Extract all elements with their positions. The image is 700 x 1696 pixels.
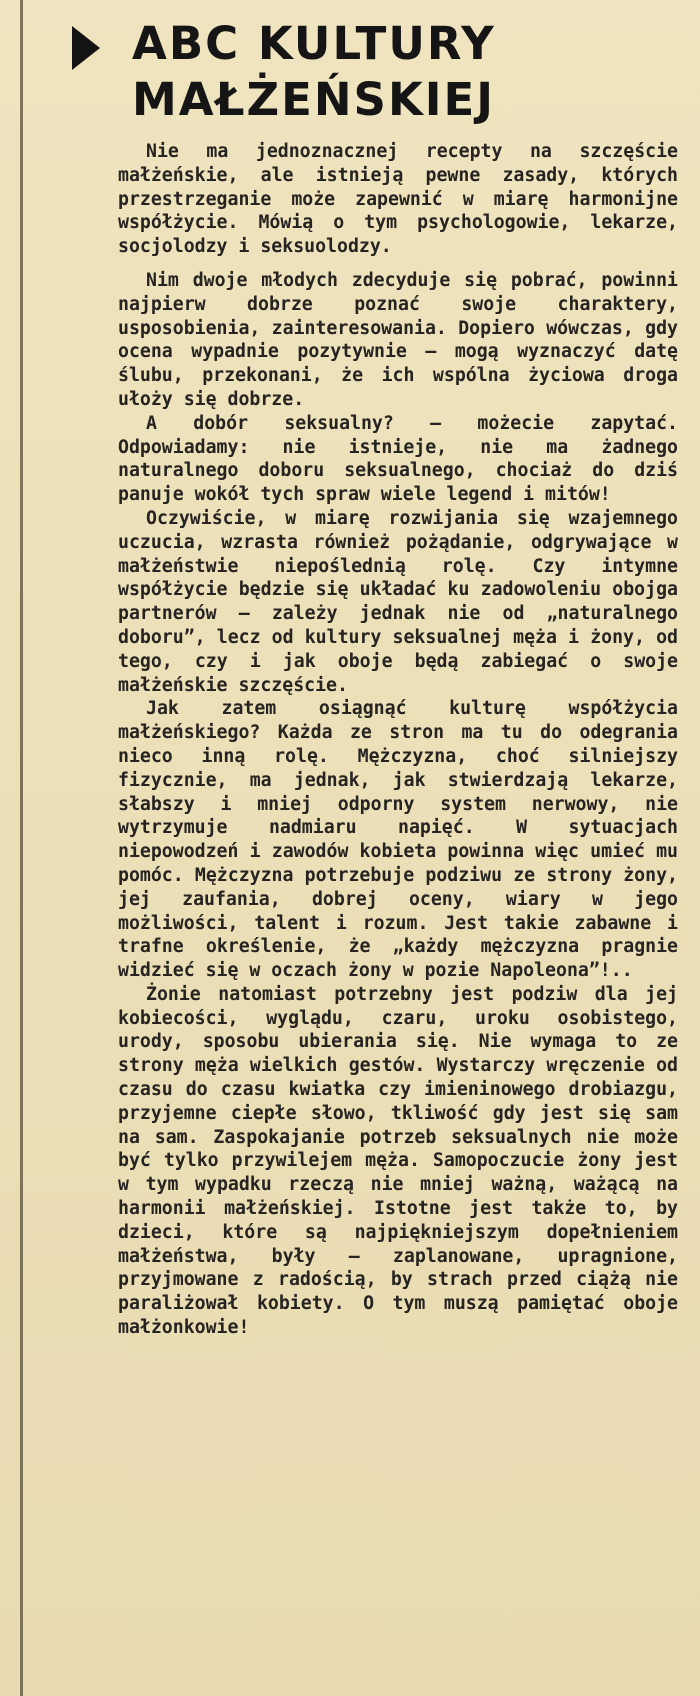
paragraph-4: Oczywiście, w miarę rozwijania się wzajemnego uczucia, wzrasta również pożądanie, odgrywające w małżeństwie niepoślednią rolę. Czy intymne współżycie będzie się układać ku zadowoleniu obojga partnerów — zależy jednak nie od „naturalnego doboru”, lecz od kultury seksualnej męża i żony, od tego, czy i jak oboje będą zabiegać o swoje małżeńskie szczęście.: [118, 507, 678, 696]
column-divider: [20, 0, 23, 1696]
title-line-1: ABC KULTURY: [132, 17, 496, 70]
title-line-2: MAŁŻEŃSKIEJ: [132, 73, 496, 126]
paragraph-6: Żonie natomiast potrzebny jest podziw dla jej kobiecości, wyglądu, czaru, uroku osobistego, urody, sposobu ubierania się. Nie wymaga to ze strony męża wielkich gestów. Wystarczy wręczenie od czasu do czasu kwiatka czy imieninowego drobiazgu, przyjemne ciepłe słowo, tkliwość gdy jest się sam na sam. Zaspokajanie potrzeb seksualnych nie może być tylko przywilejem męża. Samopoczucie żony jest w tym wypadku rzeczą nie mniej ważną, ważącą na harmonii małżeńskiej. Istotne jest także to, by dzieci, które są najpiękniejszym dopełnieniem małżeństwa, były — zaplanowane, upragnione, przyjmowane z radością, by strach przed ciążą nie paraliżował kobiety. O tym muszą pamiętać oboje małżonkowie!: [118, 983, 678, 1339]
paragraph-1: Nie ma jednoznacznej recepty na szczęście małżeńskie, ale istnieją pewne zasady, których przestrzeganie może zapewnić w miarę harmonijne współżycie. Mówią o tym psychologowie, lekarze, socjolodzy i seksuolodzy.: [118, 141, 678, 258]
article-title: [132, 16, 496, 128]
paragraph-5: Jak zatem osiągnąć kulturę współżycia małżeńskiego? Każda ze stron ma tu do odegrania nieco inną rolę. Mężczyzna, choć silniejszy fizycznie, ma jednak, jak stwierdzają lekarze, słabszy i mniej odporny system nerwowy, nie wytrzymuje nadmiaru napięć. W sytuacjach niepowodzeń i zawodów kobieta powinna więc umieć mu pomóc. Mężczyzna potrzebuje podziwu ze strony żony, jej zaufania, dobrej oceny, wiary w jego możliwości, talent i rozum. Jest takie zabawne i trafne określenie, że „każdy mężczyzna pragnie widzieć się w oczach żony w pozie Napoleona”!..: [118, 698, 678, 982]
paragraph-3: A dobór seksualny? — możecie zapytać. Odpowiadamy: nie istnieje, nie ma żadnego naturalnego doboru seksualnego, chociaż do dziś panuje wokół tych spraw wiele legend i mitów!: [118, 412, 678, 506]
paragraph-2: Nim dwoje młodych zdecyduje się pobrać, powinni najpierw dobrze poznać swoje charaktery, usposobienia, zainteresowania. Dopiero wówczas, gdy ocena wypadnie pozytywnie — mogą wyznaczyć datę ślubu, przekonani, że ich wspólna życiowa droga ułoży się dobrze.: [118, 269, 678, 410]
article-body: [118, 140, 678, 1340]
triangle-arrow-icon: [72, 26, 100, 70]
